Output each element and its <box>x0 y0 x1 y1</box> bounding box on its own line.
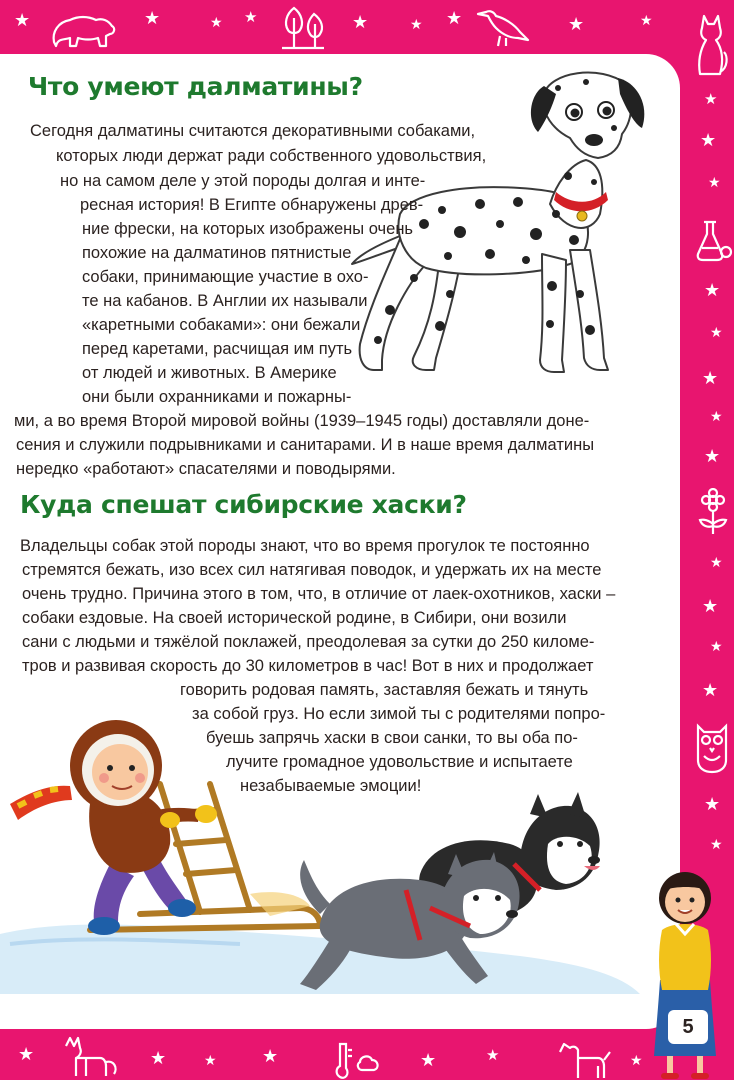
text-line: но на самом деле у этой породы долгая и инте- <box>60 172 426 190</box>
text-line: очень трудно. Причина этого в том, что, в отличие от лаек-охотников, хаски – <box>22 585 616 603</box>
star-icon: ★ <box>640 13 653 29</box>
star-icon: ★ <box>704 90 718 108</box>
text-line: Сегодня далматины считаются декоративными собаками, <box>30 122 476 140</box>
star-icon: ★ <box>704 794 721 815</box>
star-icon: ★ <box>708 175 721 191</box>
flask-icon <box>694 218 734 262</box>
text-line: похожие на далматинов пятнистые <box>82 244 352 262</box>
text-line: они были охранниками и пожарны- <box>82 388 352 406</box>
star-icon: ★ <box>352 12 369 33</box>
star-icon: ★ <box>704 280 721 301</box>
owl-icon <box>694 720 730 776</box>
text-line: лучите громадное удовольствие и испытаете <box>226 753 573 771</box>
text-line: ресная история! В Египте обнаружены древ- <box>80 196 424 214</box>
star-icon: ★ <box>204 1053 217 1069</box>
star-icon: ★ <box>710 639 723 655</box>
text-line: незабываемые эмоции! <box>240 777 422 795</box>
text-line: собаки, принимающие участие в охо- <box>82 268 369 286</box>
thermometer-icon <box>326 1040 386 1080</box>
text-line: от людей и животных. В Америке <box>82 364 337 382</box>
flower-icon <box>696 488 730 536</box>
fox-icon <box>60 1036 120 1080</box>
star-icon: ★ <box>702 368 719 389</box>
star-icon: ★ <box>18 1044 35 1065</box>
star-icon: ★ <box>700 130 717 151</box>
section-title-huskies: Куда спешат сибирские хаски? <box>20 490 467 519</box>
dog-icon <box>556 1038 612 1080</box>
text-line: тров и развивая скорость до 30 километров в час! Вот в них и продолжает <box>22 657 594 675</box>
text-line: нередко «работают» спасателями и поводырями. <box>16 460 396 478</box>
bear-icon <box>48 8 120 50</box>
section-title-dalmatians: Что умеют далматины? <box>28 72 363 101</box>
star-icon: ★ <box>144 8 161 29</box>
text-line: стремятся бежать, изо всех сил натягивая поводок, и удержать их на месте <box>22 561 602 579</box>
star-icon: ★ <box>702 596 719 617</box>
husky-sled-illustration <box>0 694 680 1029</box>
star-icon: ★ <box>486 1046 500 1064</box>
star-icon: ★ <box>244 8 258 26</box>
star-icon: ★ <box>262 1046 279 1067</box>
page-number: 5 <box>668 1010 708 1044</box>
text-line: говорить родовая память, заставляя бежать и тянуть <box>180 681 589 699</box>
star-icon: ★ <box>410 17 423 33</box>
star-icon: ★ <box>150 1048 167 1069</box>
star-icon: ★ <box>710 325 723 341</box>
star-icon: ★ <box>630 1053 643 1069</box>
content-page <box>0 54 680 1029</box>
text-line: перед каретами, расчищая им путь <box>82 340 353 358</box>
text-line: сани с людьми и тяжёлой поклажей, преодолевая за сутки до 250 киломе- <box>22 633 595 651</box>
girl-illustration <box>640 860 730 1080</box>
star-icon: ★ <box>568 14 585 35</box>
text-line: за собой груз. Но если зимой ты с родителями попро- <box>192 705 606 723</box>
text-line: ние фрески, на которых изображены очень <box>82 220 414 238</box>
bird-icon <box>474 4 532 50</box>
tree-icon <box>278 4 328 50</box>
text-line: сения и служили подрывниками и санитарами. И в наше время далматины <box>16 436 595 454</box>
text-line: буешь запрячь хаски в свои санки, то вы оба по- <box>206 729 578 747</box>
star-icon: ★ <box>710 409 723 425</box>
text-line: собаки ездовые. На своей исторической родине, в Сибири, они возили <box>22 609 567 627</box>
text-line: те на кабанов. В Англии их называли <box>82 292 368 310</box>
star-icon: ★ <box>710 555 723 571</box>
star-icon: ★ <box>14 10 31 31</box>
cat-icon <box>694 12 730 78</box>
star-icon: ★ <box>702 680 719 701</box>
star-icon: ★ <box>420 1050 437 1071</box>
text-line: «каретными собаками»: они бежали <box>82 316 361 334</box>
text-line: которых люди держат ради собственного удовольствия, <box>56 147 487 165</box>
star-icon: ★ <box>710 837 723 853</box>
text-line: ми, а во время Второй мировой войны (1939–1945 годы) доставляли доне- <box>14 412 590 430</box>
star-icon: ★ <box>210 15 223 31</box>
star-icon: ★ <box>446 8 463 29</box>
star-icon: ★ <box>704 446 721 467</box>
text-line: Владельцы собак этой породы знают, что во время прогулок те постоянно <box>20 537 590 555</box>
